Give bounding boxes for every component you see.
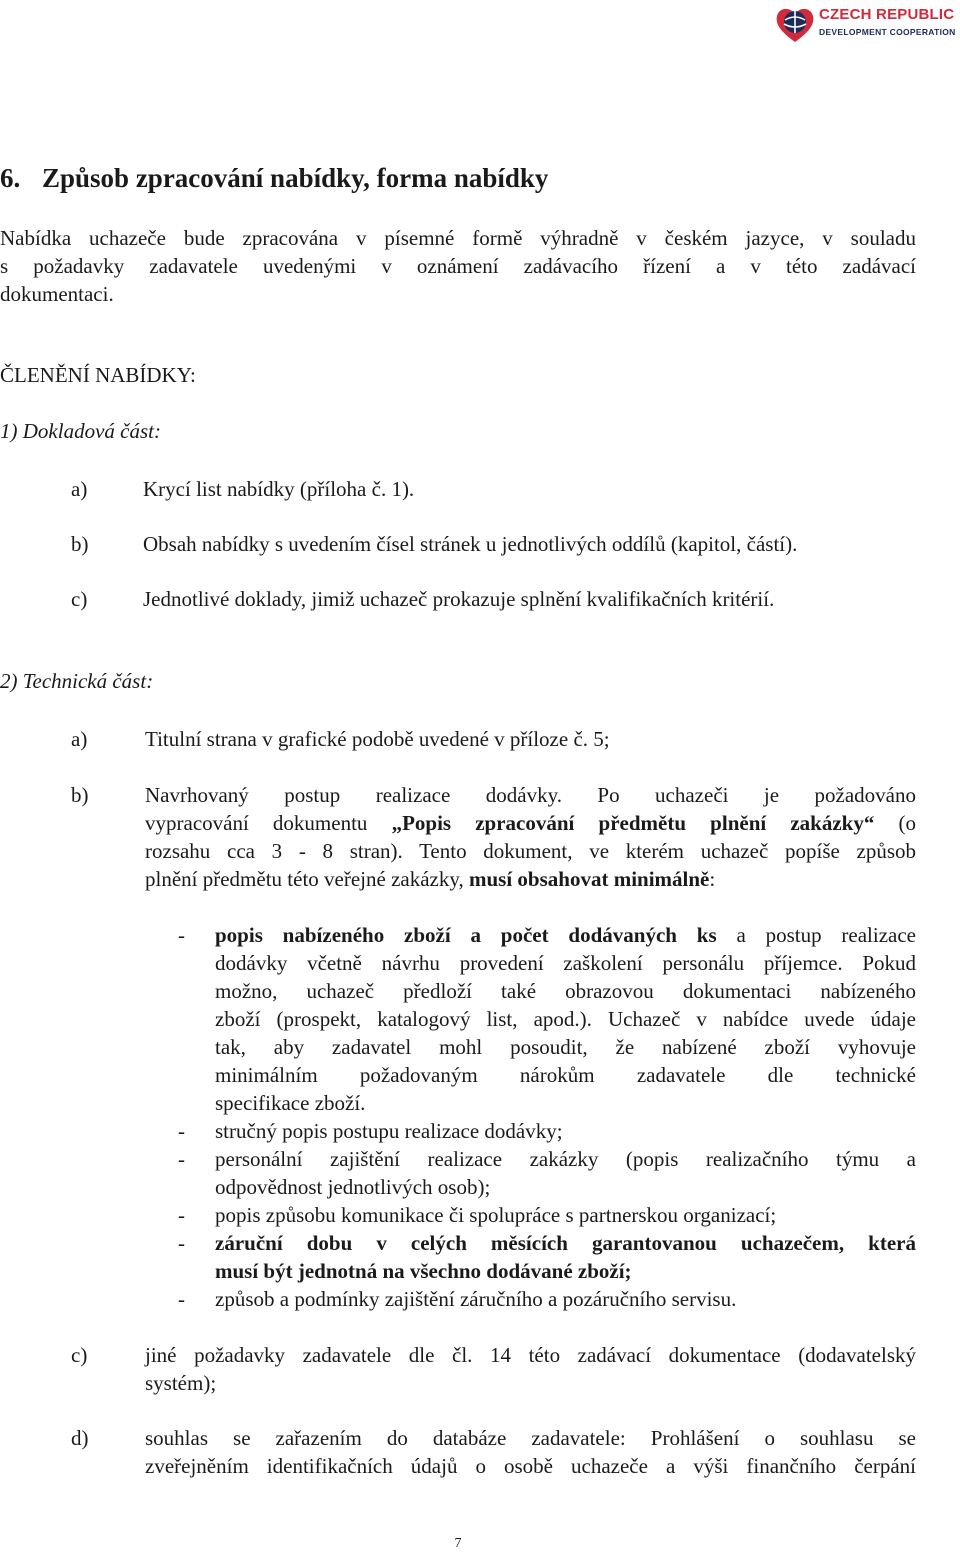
part2-c-line-2: systém); bbox=[145, 1371, 217, 1395]
part2-b-line-4 bbox=[145, 865, 715, 893]
part2-b-line-2-pre: vypracování dokumentu bbox=[145, 811, 392, 835]
part2-b-line-2 bbox=[145, 809, 916, 837]
part2-item-a-label: a) bbox=[71, 727, 88, 751]
part2-title: 2) Technická část: bbox=[0, 669, 154, 693]
part2-d-line-1: souhlas se zařazením do databáze zadavatele: Prohlášení o souhlasu se bbox=[145, 1426, 916, 1450]
bullet-dash-1: - bbox=[178, 923, 185, 947]
bullet-3-line-1: personální zajištění realizace zakázky (popis realizačního týmu a bbox=[215, 1147, 916, 1171]
logo-subtitle: DEVELOPMENT COOPERATION bbox=[819, 27, 956, 37]
page-number: 7 bbox=[454, 1536, 462, 1551]
bullet-dash-4: - bbox=[178, 1203, 185, 1227]
part1-item-a-label: a) bbox=[71, 477, 88, 501]
bullet-1-line-4: zboží (prospekt, katalogový list, apod.). Uchazeč v nabídce uvede údaje bbox=[215, 1007, 916, 1031]
intro-line-3: dokumentaci. bbox=[0, 282, 114, 306]
part1-item-c-label: c) bbox=[71, 587, 88, 611]
bullet-1-line-6: minimálním požadovaným nárokům zadavatele dle technické bbox=[215, 1063, 916, 1087]
part2-b-line-4-pre: plnění předmětu této veřejné zakázky, bbox=[145, 867, 469, 891]
part2-item-c-label: c) bbox=[71, 1343, 88, 1367]
bullet-1-line-5: tak, aby zadavatel mohl posoudit, že nabízené zboží vyhovuje bbox=[215, 1035, 916, 1059]
section-heading bbox=[0, 160, 548, 196]
part2-item-b-label: b) bbox=[71, 783, 89, 807]
bullet-4: popis způsobu komunikace či spolupráce s partnerskou organizací; bbox=[215, 1203, 777, 1227]
bullet-dash-2: - bbox=[178, 1119, 185, 1143]
bullet-1-line-1 bbox=[215, 921, 916, 949]
bullet-5-line-2: musí být jednotná na všechno dodávané zboží; bbox=[215, 1259, 632, 1283]
section-title: Způsob zpracování nabídky, forma nabídky bbox=[42, 163, 549, 193]
bullet-3-line-2: odpovědnost jednotlivých osob); bbox=[215, 1175, 491, 1199]
bullet-5-line-1: záruční dobu v celých měsících garantovanou uchazečem, která bbox=[215, 1231, 916, 1255]
bullet-6: způsob a podmínky zajištění záručního a pozáručního servisu. bbox=[215, 1287, 737, 1311]
intro-line-1: Nabídka uchazeče bude zpracována v písemné formě výhradně v českém jazyce, v souladu bbox=[0, 226, 916, 250]
part2-c-line-1: jiné požadavky zadavatele dle čl. 14 této zadávací dokumentace (dodavatelský bbox=[145, 1343, 916, 1367]
part2-b-line-1: Navrhovaný postup realizace dodávky. Po uchazeči je požadováno bbox=[145, 783, 916, 807]
document-title-bold: „Popis zpracování předmětu plnění zakázky“ bbox=[391, 811, 875, 835]
bullet-dash-6: - bbox=[178, 1287, 185, 1311]
bullet-dash-5: - bbox=[178, 1231, 185, 1255]
part2-b-line-4-post: : bbox=[709, 867, 716, 891]
part1-item-b-text: Obsah nabídky s uvedením čísel stránek u jednotlivých oddílů (kapitol, částí). bbox=[143, 532, 798, 556]
intro-line-2: s požadavky zadavatele uvedenými v oznámení zadávacího řízení a v této zadávací bbox=[0, 254, 916, 278]
bullet-1-line-2: dodávky včetně návrhu provedení zaškolení personálu příjemce. Pokud bbox=[215, 951, 916, 975]
bullet-dash-3: - bbox=[178, 1147, 185, 1171]
cleneni-heading: ČLENĚNÍ NABÍDKY: bbox=[0, 363, 196, 387]
section-number: 6. bbox=[0, 163, 21, 193]
globe-heart-icon bbox=[773, 4, 817, 44]
part1-title: 1) Dokladová část: bbox=[0, 419, 161, 443]
bullet-1-line-7: specifikace zboží. bbox=[215, 1091, 366, 1115]
part2-item-a-text: Titulní strana v grafické podobě uvedené v příloze č. 5; bbox=[145, 727, 610, 751]
part1-item-a-text: Krycí list nabídky (příloha č. 1). bbox=[143, 477, 415, 501]
part2-b-line-3: rozsahu cca 3 - 8 stran). Tento dokument, ve kterém uchazeč popíše způsob bbox=[145, 839, 916, 863]
bullet-1-line-3: možno, uchazeč předloží také obrazovou dokumentaci nabízeného bbox=[215, 979, 916, 1003]
bullet-2: stručný popis postupu realizace dodávky; bbox=[215, 1119, 563, 1143]
part2-b-line-2-post: (o bbox=[874, 811, 916, 835]
part1-item-b-label: b) bbox=[71, 532, 89, 556]
part2-d-line-2: zveřejněním identifikačních údajů o osobě uchazeče a výši finančního čerpání bbox=[145, 1454, 916, 1478]
czech-development-cooperation-logo bbox=[773, 4, 959, 44]
bullet-1-rest: a postup realizace bbox=[716, 923, 916, 947]
bullet-1-bold: popis nabízeného zboží a počet dodávaných ks bbox=[215, 923, 717, 947]
part2-item-d-label: d) bbox=[71, 1426, 89, 1450]
requirement-bold: musí obsahovat minimálně bbox=[469, 867, 710, 891]
part1-item-c-text: Jednotlivé doklady, jimiž uchazeč prokazuje splnění kvalifikačních kritérií. bbox=[143, 587, 775, 611]
logo-title: CZECH REPUBLIC bbox=[819, 6, 955, 23]
